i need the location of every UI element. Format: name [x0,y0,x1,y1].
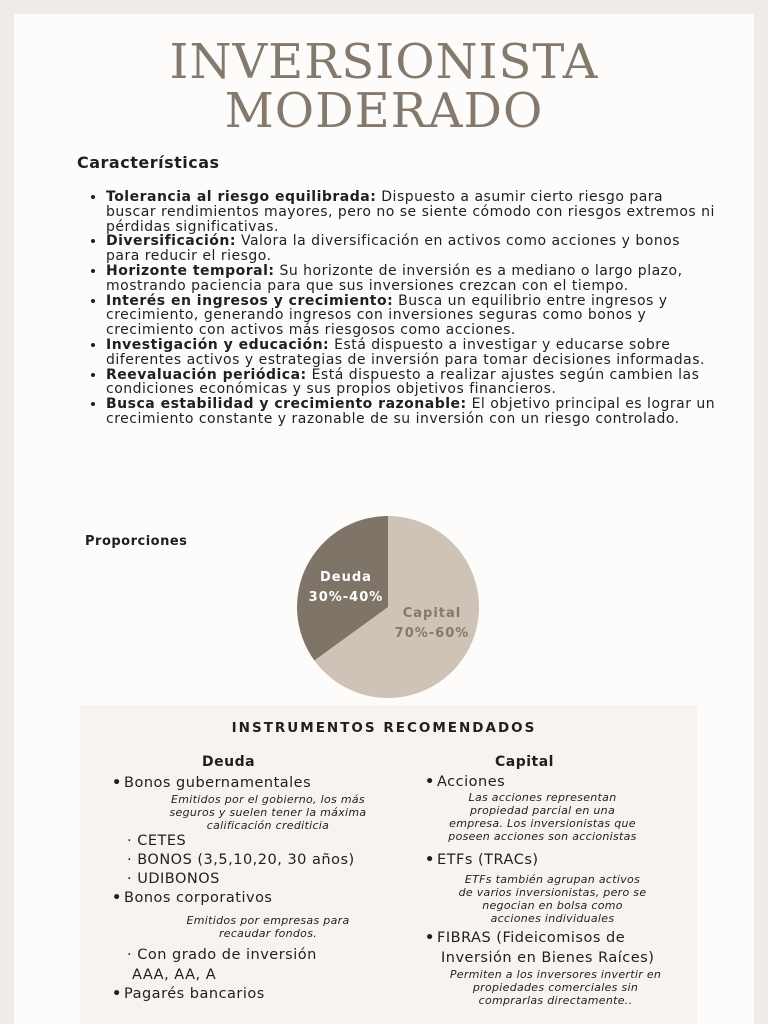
etfs-note [435,873,670,925]
list-item [106,368,716,398]
instrument-label: Bonos corporativos [124,890,273,906]
pie-value-capital: 70%-60% [394,626,470,641]
note-line: empresa. Los inversionistas que [449,817,636,830]
item-term: Reevaluación periódica: [106,366,307,383]
item-text: Está dispuesto a investigar y educarse sobre diferentes activos y estrategias de inversión para tomar decisiones informadas. [106,336,705,368]
note-line: calificación crediticia [206,819,330,832]
instrument-pagares [112,986,265,1002]
grado-values: AAA, AA, A [132,967,217,983]
characteristics-list [88,190,716,427]
note-line: ETFs también agrupan activos [464,873,641,886]
pie-label-deuda: Deuda [320,570,372,585]
bullet-icon: • [112,775,122,791]
characteristics-heading: Características [77,153,220,172]
item-text: Está dispuesto a realizar ajustes según cambien las condiciones económicas y sus propios objetivos financieros. [106,366,700,398]
item-text: Valora la diversificación en activos como acciones y bonos para reducir el riesgo. [106,233,681,265]
list-item [106,294,716,338]
bonos-gub-note [118,793,418,832]
bullet-icon: • [425,774,435,790]
instrument-label: Bonos gubernamentales [124,775,312,791]
deuda-column-heading: Deuda [202,754,256,770]
sub-item-grado: · Con grado de inversión [127,947,317,963]
note-line: propiedad parcial en una [469,804,615,817]
item-term: Diversificación: [106,233,236,250]
list-item [106,234,716,264]
proportions-label: Proporciones [85,534,188,549]
page-title-line-2: MODERADO [224,83,544,139]
page-title-line-1: INVERSIONISTA [169,34,599,90]
instrument-label: Acciones [437,774,506,790]
bullet-icon: • [112,890,122,906]
bullet-icon: • [112,986,122,1002]
instrument-acciones [425,774,505,790]
item-term: Interés en ingresos y crecimiento: [106,292,394,309]
instrument-label: ETFs (TRACs) [437,852,539,868]
list-item [106,397,716,427]
item-text: El objetivo principal es lograr un crecimiento constante y razonable de su inversión con un riesgo controlado. [106,396,716,427]
instrument-label: Pagarés bancarios [124,986,265,1002]
capital-column-heading: Capital [495,754,554,770]
note-line: poseen acciones son accionistas [448,830,637,843]
pie-label-capital: Capital [402,606,462,621]
instrument-label: FIBRAS (Fideicomisos de [437,930,626,946]
sub-item-cetes: · CETES [127,833,187,849]
note-line: Permiten a los inversores invertir en [449,968,662,981]
acciones-note [425,791,660,843]
note-line: Las acciones representan [468,791,617,804]
note-line: de varios inversionistas, pero se [458,886,647,899]
bullet-icon: • [425,852,435,868]
instrument-fibras [425,930,625,946]
bullet-icon: • [425,930,435,946]
instrument-etfs [425,852,539,868]
note-line: Emitidos por empresas para [186,914,350,927]
note-line: acciones individuales [490,912,615,925]
sub-item-bonos: · BONOS (3,5,10,20, 30 años) [127,852,355,868]
note-line: recaudar fondos. [218,927,318,940]
item-text: Su horizonte de inversión es a mediano o largo plazo, mostrando paciencia para que sus inversiones crezcan con el tiempo. [106,262,683,294]
item-term: Busca estabilidad y crecimiento razonable: [106,396,467,413]
note-line: negocian en bolsa como [482,899,623,912]
item-text: Dispuesto a asumir cierto riesgo para buscar rendimientos mayores, pero no se siente cómodo con riesgos extremos ni pérdidas significativas. [106,189,715,235]
note-line: Emitidos por el gobierno, los más [171,793,365,806]
proportions-pie-chart [290,515,486,699]
instrument-bonos-corporativos [112,890,273,906]
item-term: Investigación y educación: [106,336,330,353]
pie-value-deuda: 30%-40% [308,590,384,605]
instruments-title: INSTRUMENTOS RECOMENDADOS [231,720,537,736]
item-text: Busca un equilibrio entre ingresos y crecimiento, generando ingresos con inversiones seguras como bonos y crecimiento con activos más riesgosos como acciones. [106,292,668,339]
bonos-corp-note [118,914,418,940]
item-term: Horizonte temporal: [106,262,275,279]
instrument-fibras-line2: Inversión en Bienes Raíces) [441,950,655,966]
note-line: propiedades comerciales sin [472,981,639,994]
instrument-bonos-gubernamentales [112,775,311,791]
note-line: comprarlas directamente.. [478,994,633,1007]
item-term: Tolerancia al riesgo equilibrada: [106,189,377,205]
sub-item-udibonos: · UDIBONOS [127,871,220,887]
list-item [106,190,716,234]
list-item [106,338,716,368]
note-line: seguros y suelen tener la máxima [169,806,367,819]
fibras-note [428,968,683,1007]
list-item [106,264,716,294]
